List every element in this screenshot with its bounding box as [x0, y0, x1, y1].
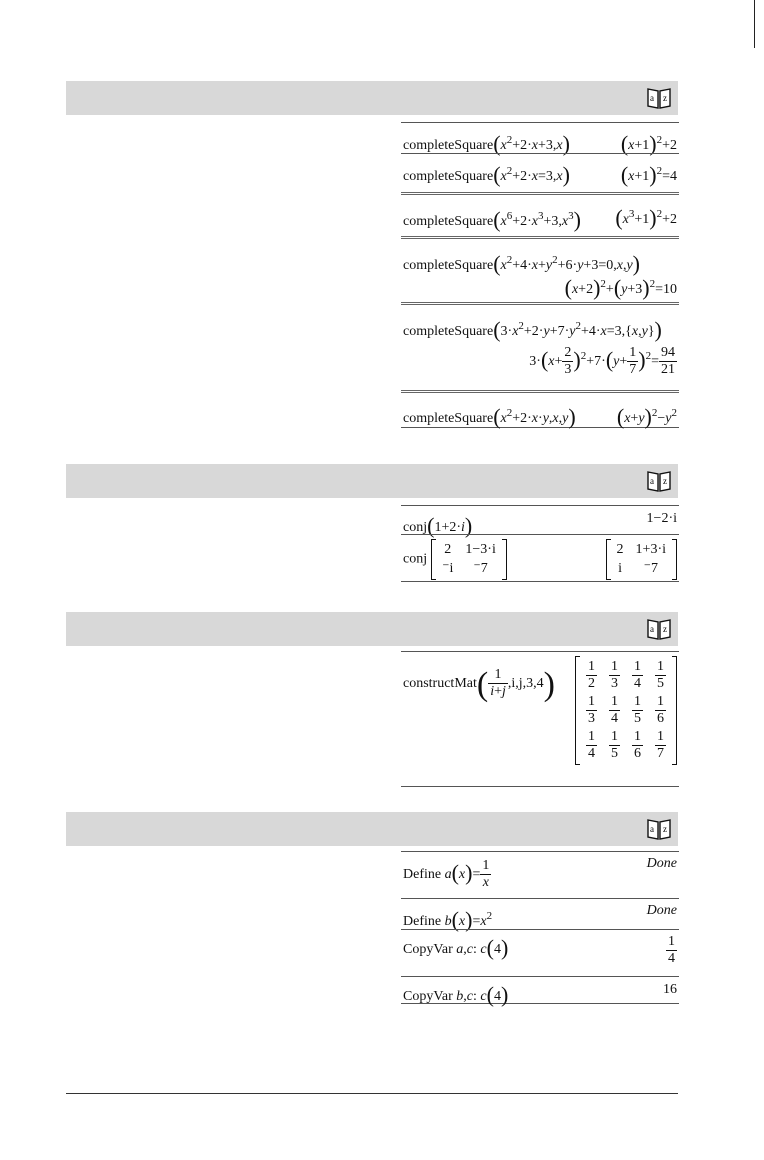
example-row: CopyVar b,c: c(4) 16: [401, 976, 679, 1004]
margin-line: [754, 0, 755, 48]
example-row: $completeSquare(x^6+2\cdot x^3+3,x^3)$ $(x^3+1)^2+2$: [401, 192, 679, 231]
example-row: Define a(x)= $\frac{1}{x}$ Done: [401, 851, 679, 898]
catalog-book-icon: [646, 817, 672, 841]
section-header-constructmat: [66, 612, 678, 646]
example-row: conj(1+2·i) 1−2·i: [401, 505, 679, 534]
footer-rule: [66, 1093, 678, 1094]
example-row: CopyVar a,c: c(4) $\frac{1}{4}$: [401, 929, 679, 976]
svg-text:z: z: [663, 93, 667, 103]
catalog-book-icon: [646, 617, 672, 641]
example-row: constructMat( $\frac{1}{i+j}$ ,i,j,3,4) $\frac{1}{2}$ $\frac{1}{3}$ $\frac{1}{4}$ $\frac{1}{5}$ $\frac{1}{3}$ $\frac{1}{4}$ $\frac{1}{5}$ $\frac{1}{6}$ $\frac{1}{4}$ $\frac{1}{5}$ $\frac{1}{6}$ $\frac{1}{7}$: [401, 651, 679, 787]
svg-text:z: z: [663, 624, 667, 634]
svg-text:a: a: [650, 93, 654, 103]
catalog-book-icon: [646, 469, 672, 493]
example-row: $completeSquare(3\cdot x^2+2\cdot y+7\cdot y^2+4\cdot x=3,\{x,y\})$ 3·(x+ $\frac{2}{3}$ )$^2$+7·(y+ $\frac{1}{7}$ )$^2$= $\frac{94}{21}$: [401, 302, 679, 385]
example-row: $completeSquare(x^2+2\cdot x+3,x)$ $(x+1)^2+2$: [401, 122, 679, 153]
svg-text:a: a: [650, 624, 654, 634]
catalog-book-icon: [646, 86, 672, 110]
svg-text:a: a: [650, 824, 654, 834]
example-row: $completeSquare(x^2+4\cdot x+y^2+6\cdot y+3=0,x,y)$ $(x+2)^2+(y+3)^2=10$: [401, 236, 679, 297]
svg-text:a: a: [650, 476, 654, 486]
example-row: Define $b(x)=x^2$ Done: [401, 898, 679, 929]
svg-text:z: z: [663, 824, 667, 834]
section-header-completesquare: [66, 81, 678, 115]
example-row: $completeSquare(x^2+2\cdot x\cdot y,x,y)$ $(x+y)^2-y^2$: [401, 390, 679, 428]
section-header-conj: [66, 464, 678, 498]
example-row: conj 2 1−3·i ⁻i ⁻7 2 1+3·i i ⁻7: [401, 534, 679, 582]
svg-text:z: z: [663, 476, 667, 486]
example-row: $completeSquare(x^2+2\cdot x=3,x)$ $(x+1)^2=4$: [401, 153, 679, 184]
section-header-copyvar: [66, 812, 678, 846]
